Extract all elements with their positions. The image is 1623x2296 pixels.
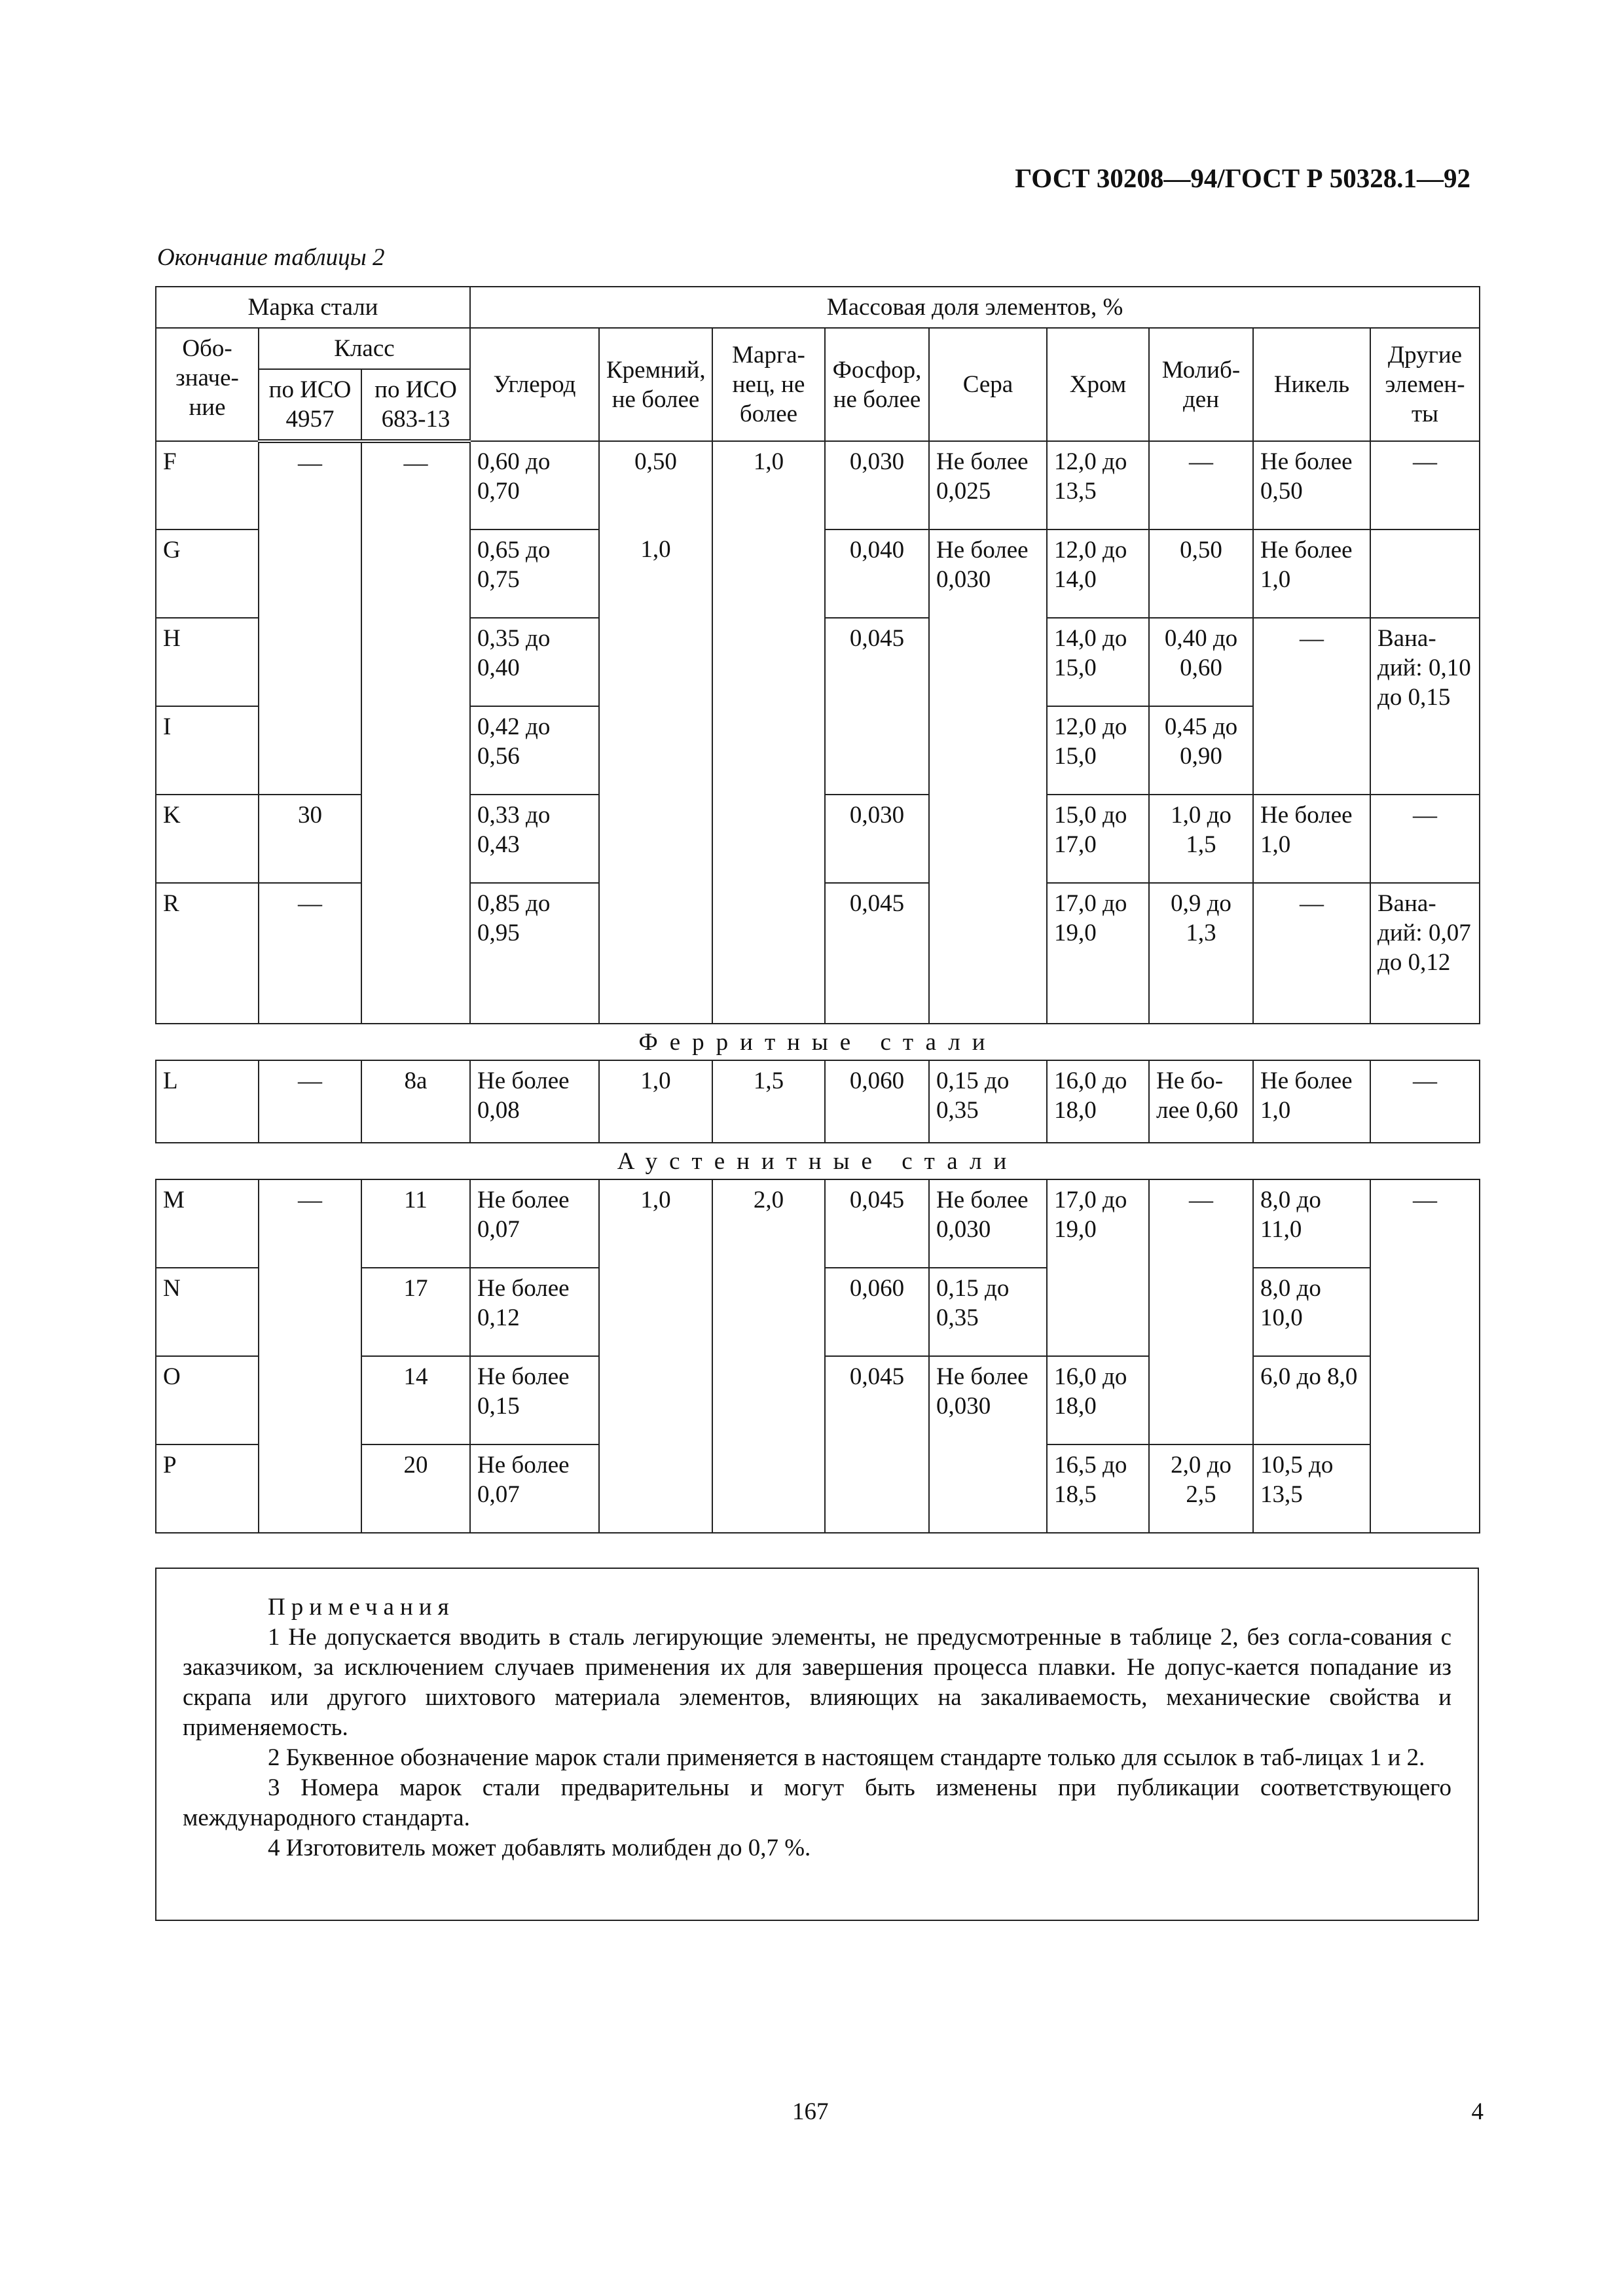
cell-sulfur: 0,15 до 0,35 — [929, 1060, 1047, 1143]
cell-iso4957: — — [259, 1060, 361, 1143]
header-molybdenum: Молиб-ден — [1149, 328, 1253, 441]
cell-sulfur: Не более 0,030 — [929, 1356, 1047, 1533]
cell-designation: L — [156, 1060, 259, 1143]
cell-silicon: 1,0 — [599, 1179, 712, 1533]
cell-iso4957: 30 — [259, 795, 361, 883]
header-other-elements: Другие элемен-ты — [1370, 328, 1480, 441]
cell-carbon: Не более 0,15 — [470, 1356, 599, 1444]
cell-carbon: Не более 0,07 — [470, 1444, 599, 1533]
note-3: 3 Номера марок стали предварительны и могут быть изменены при публикации соответствующего международного стандарта. — [183, 1774, 1451, 1831]
cell-phosphorus: 0,030 — [825, 441, 929, 529]
cell-sulfur: Не более 0,030 — [929, 529, 1047, 795]
note-4: 4 Изготовитель может добавлять молибден до 0,7 %. — [268, 1835, 811, 1861]
cell-nickel: Не более 0,50 — [1253, 441, 1370, 529]
cell-silicon: 1,0 — [599, 529, 712, 795]
cell-iso683: 8а — [361, 1060, 470, 1143]
cell-phosphorus: 0,040 — [825, 529, 929, 618]
page-number: 167 — [792, 2098, 829, 2125]
cell-designation: K — [156, 795, 259, 883]
cell-iso683: — — [361, 441, 470, 883]
table-row — [156, 1179, 1480, 1268]
cell-iso683 — [361, 883, 470, 1024]
cell-nickel: 6,0 до 8,0 — [1253, 1356, 1370, 1444]
cell-designation: M — [156, 1179, 259, 1268]
notes-title: Примечания — [268, 1594, 455, 1621]
header-iso-683-13: по ИСО 683-13 — [361, 369, 470, 441]
cell-sulfur: 0,15 до 0,35 — [929, 1268, 1047, 1356]
cell-iso4957: — — [259, 1179, 361, 1533]
cell-chromium: 12,0 до 14,0 — [1047, 529, 1149, 618]
header-carbon: Углерод — [470, 328, 599, 441]
cell-molybdenum: — — [1149, 1179, 1253, 1444]
note-2: 2 Буквенное обозначение марок стали применяется в настоящем стандарте только для ссылок в таб-лицах 1 и 2. — [268, 1744, 1425, 1771]
cell-manganese: 1,0 — [712, 441, 825, 795]
cell-manganese: 1,5 — [712, 1060, 825, 1143]
cell-iso683: 11 — [361, 1179, 470, 1268]
cell-nickel: Не более 1,0 — [1253, 1060, 1370, 1143]
cell-silicon — [599, 795, 712, 1024]
cell-molybdenum: 2,0 до 2,5 — [1149, 1444, 1253, 1533]
header-phosphorus: Фосфор, не более — [825, 328, 929, 441]
table-row — [156, 441, 1480, 529]
cell-other: — — [1370, 441, 1480, 529]
table-row — [156, 1060, 1480, 1143]
cell-silicon: 0,50 — [599, 441, 712, 529]
steel-composition-table — [155, 286, 1480, 1534]
cell-carbon: 0,65 до 0,75 — [470, 529, 599, 618]
cell-molybdenum: 0,50 — [1149, 529, 1253, 618]
cell-designation: H — [156, 618, 259, 706]
section-title-ferritic: Ферритные стали — [156, 1024, 1480, 1060]
cell-nickel: 8,0 до 10,0 — [1253, 1268, 1370, 1356]
header-steel-grade: Марка стали — [156, 287, 470, 328]
cell-iso4957: — — [259, 883, 361, 1024]
cell-phosphorus: 0,060 — [825, 1268, 929, 1356]
cell-manganese: 2,0 — [712, 1179, 825, 1533]
cell-sulfur: Не более 0,025 — [929, 441, 1047, 529]
cell-carbon: 0,42 до 0,56 — [470, 706, 599, 795]
cell-carbon: Не более 0,12 — [470, 1268, 599, 1356]
cell-iso683: 20 — [361, 1444, 470, 1533]
table-row — [156, 795, 1480, 883]
header-sulfur: Сера — [929, 328, 1047, 441]
cell-molybdenum: 0,9 до 1,3 — [1149, 883, 1253, 1024]
cell-phosphorus: 0,060 — [825, 1060, 929, 1143]
cell-carbon: Не более 0,08 — [470, 1060, 599, 1143]
cell-designation: P — [156, 1444, 259, 1533]
cell-designation: G — [156, 529, 259, 618]
table-caption: Окончание таблицы 2 — [157, 244, 385, 271]
cell-sulfur — [929, 795, 1047, 1024]
header-nickel: Никель — [1253, 328, 1370, 441]
cell-iso4957: — — [259, 441, 361, 795]
note-1: 1 Не допускается вводить в сталь легирующие элементы, не предусмотренные в таблице 2, без согла-сования с заказчиком, за исключением случаев применения их для завершения процесса плавки. Не допус-кается попадание из скрапа или другого шихтового материала элементов, влияющих на закаливаемость, механические свойства и применяемость. — [183, 1624, 1451, 1741]
cell-chromium: 15,0 до 17,0 — [1047, 795, 1149, 883]
cell-molybdenum: 0,40 до 0,60 — [1149, 618, 1253, 706]
cell-designation: R — [156, 883, 259, 1024]
cell-other — [1370, 529, 1480, 618]
cell-phosphorus: 0,045 — [825, 1356, 929, 1533]
header-designation: Обо-значе-ние — [156, 328, 259, 441]
cell-phosphorus: 0,045 — [825, 618, 929, 795]
cell-phosphorus: 0,045 — [825, 1179, 929, 1268]
cell-manganese — [712, 795, 825, 1024]
cell-silicon: 1,0 — [599, 1060, 712, 1143]
cell-designation: F — [156, 441, 259, 529]
cell-nickel: Не более 1,0 — [1253, 529, 1370, 618]
cell-other: — — [1370, 1179, 1480, 1533]
cell-nickel: 10,5 до 13,5 — [1253, 1444, 1370, 1533]
cell-nickel: — — [1253, 618, 1370, 795]
sheet-number: 4 — [1471, 2098, 1484, 2125]
cell-nickel: 8,0 до 11,0 — [1253, 1179, 1370, 1268]
header-manganese: Марга-нец, не более — [712, 328, 825, 441]
cell-iso683: 17 — [361, 1268, 470, 1356]
cell-other: — — [1370, 795, 1480, 883]
cell-iso683: 14 — [361, 1356, 470, 1444]
cell-nickel: — — [1253, 883, 1370, 1024]
header-mass-fraction: Массовая доля элементов, % — [470, 287, 1480, 328]
cell-molybdenum: — — [1149, 441, 1253, 529]
cell-molybdenum: Не бо-лее 0,60 — [1149, 1060, 1253, 1143]
cell-molybdenum: 1,0 до 1,5 — [1149, 795, 1253, 883]
section-row-ferritic — [156, 1024, 1480, 1060]
cell-carbon: 0,33 до 0,43 — [470, 795, 599, 883]
cell-chromium: 16,5 до 18,5 — [1047, 1444, 1149, 1533]
cell-chromium: 14,0 до 15,0 — [1047, 618, 1149, 706]
cell-designation: I — [156, 706, 259, 795]
cell-other: Вана-дий: 0,10 до 0,15 — [1370, 618, 1480, 795]
header-class: Класс — [259, 328, 470, 369]
cell-chromium: 12,0 до 15,0 — [1047, 706, 1149, 795]
notes-block — [155, 1568, 1479, 1921]
cell-designation: N — [156, 1268, 259, 1356]
section-title-austenitic: Аустенитные стали — [156, 1143, 1480, 1179]
header-silicon: Кремний, не более — [599, 328, 712, 441]
cell-carbon: Не более 0,07 — [470, 1179, 599, 1268]
cell-phosphorus: 0,045 — [825, 883, 929, 1024]
cell-carbon: 0,85 до 0,95 — [470, 883, 599, 1024]
cell-carbon: 0,35 до 0,40 — [470, 618, 599, 706]
cell-chromium: 12,0 до 13,5 — [1047, 441, 1149, 529]
header-chromium: Хром — [1047, 328, 1149, 441]
cell-chromium: 17,0 до 19,0 — [1047, 1179, 1149, 1356]
section-row-austenitic — [156, 1143, 1480, 1179]
cell-chromium: 16,0 до 18,0 — [1047, 1356, 1149, 1444]
cell-phosphorus: 0,030 — [825, 795, 929, 883]
document-standard-header: ГОСТ 30208—94/ГОСТ Р 50328.1—92 — [1015, 163, 1470, 193]
cell-other: — — [1370, 1060, 1480, 1143]
cell-chromium: 17,0 до 19,0 — [1047, 883, 1149, 1024]
cell-molybdenum: 0,45 до 0,90 — [1149, 706, 1253, 795]
cell-other: Вана-дий: 0,07 до 0,12 — [1370, 883, 1480, 1024]
cell-carbon: 0,60 до 0,70 — [470, 441, 599, 529]
cell-designation: O — [156, 1356, 259, 1444]
header-iso-4957: по ИСО 4957 — [259, 369, 361, 441]
cell-chromium: 16,0 до 18,0 — [1047, 1060, 1149, 1143]
cell-sulfur: Не более 0,030 — [929, 1179, 1047, 1268]
cell-nickel: Не более 1,0 — [1253, 795, 1370, 883]
